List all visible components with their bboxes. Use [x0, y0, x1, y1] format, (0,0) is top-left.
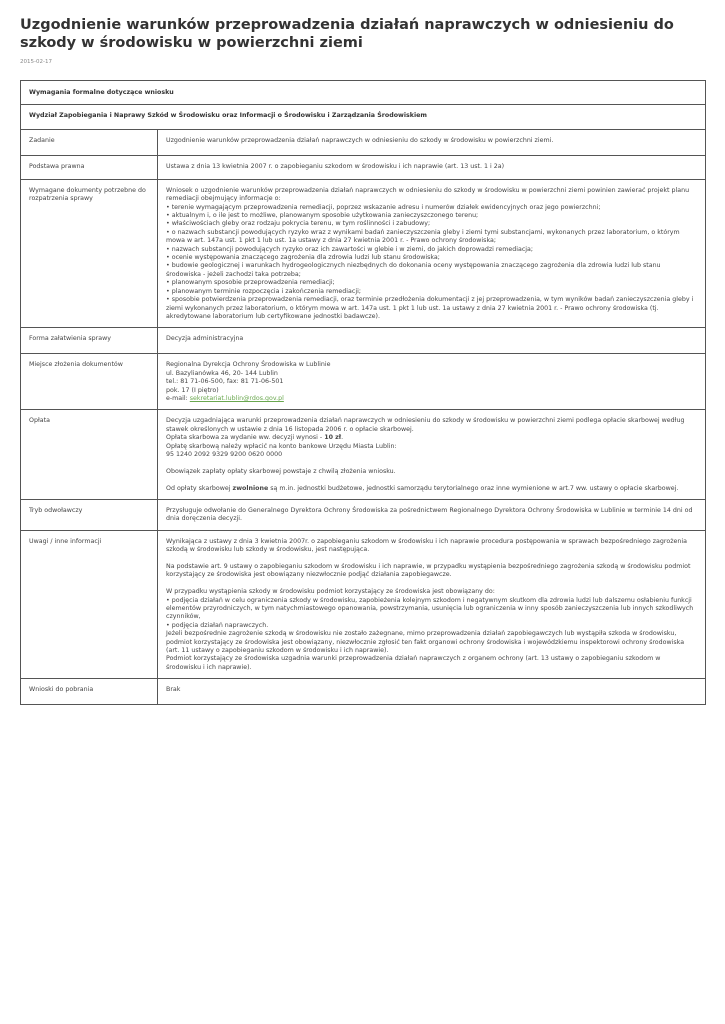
notes-paragraph: Na podstawie art. 9 ustawy o zapobieganiu szkodom w środowisku i ich naprawie, w przypadku wystąpienia bezpośredniego zagrożenia szkodą w środowisku podmiot korzystający ze środowiska jest obowiązany niezwłocznie podjąć działania zapobiegawcze.: [166, 562, 691, 579]
list-item: • planowanym sposobie przeprowadzenia remediacji;: [166, 279, 335, 287]
fee-exemption-post: są m.in. jednostki budżetowe, jednostki samorządu terytorialnego oraz inne wymienione w art.7 ww. ustawy o opłacie skarbowej.: [268, 484, 679, 492]
table-row-podstawa: [21, 155, 706, 179]
table-row-miejsce: [21, 354, 706, 410]
fee-exemption-bold: zwolnione: [232, 484, 269, 492]
row-value: [158, 530, 706, 678]
list-item: • podjęcia działań w celu ograniczenia szkody w środowisku, zapobieżenia kolejnym szkodom i negatywnym skutkom dla zdrowia ludzi lub dalszemu osłabieniu funkcji elementów przyrodniczych, w tym natychmiastowego opanowania, powstrzymania, usunięcia lub ograniczenia w inny sposób zanieczyszczenia lub innych szkodliwych czynników,: [166, 596, 694, 621]
row-value: [158, 410, 706, 500]
row-label: Wnioski do pobrania: [21, 679, 158, 705]
fee-exemption: [166, 485, 697, 493]
list-item: • sposobie potwierdzenia przeprowadzenia remediacji, oraz terminie przedłożenia dokumentacji z jej przeprowadzenia, w tym wyników badań zanieczyszczenia gleby i ziemi wykonanych przez laboratorium, o którym mowa w art. 147a ust. 1 pkt 1 lub ust. 1a ustawy z dnia 27 kwietnia 2001 r. - Prawo ochrony środowiska (tj. akredytowane laboratorium lub certyfikowane jednostki badawcze).: [166, 296, 694, 320]
department-row: [21, 105, 706, 129]
list-item: • nazwach substancji powodujących ryzyko oraz ich zawartości w glebie i w ziemi, do jakich doprowadzi remediacja;: [166, 245, 534, 253]
table-row-uwagi: [21, 530, 706, 678]
department-name: Wydział Zapobiegania i Naprawy Szkód w Środowisku oraz Informacji o Środowisku i Zarządzania Środowiskiem: [21, 105, 706, 129]
row-label: Tryb odwoławczy: [21, 499, 158, 530]
list-item: • o nazwach substancji powodujących ryzyko wraz z wynikami badań zanieczyszczenia gleby i ziemi tymi substancjami, wykonanych przez laboratorium, o którym mowa w art. 147a ust. 1 pkt 1 lub ust. 1a ustawy z dnia 27 kwietnia 2001 r. - Prawo ochrony środowiska;: [166, 228, 680, 245]
row-label: Wymagane dokumenty potrzebne do rozpatrzenia sprawy: [21, 179, 158, 328]
table-header: Wymagania formalne dotyczące wniosku: [21, 81, 706, 105]
address-line: ul. Bazylianówka 46, 20- 144 Lublin: [166, 369, 278, 377]
row-value: Przysługuje odwołanie do Generalnego Dyrektora Ochrony Środowiska za pośrednictwem Regionalnego Dyrektora Ochrony Środowiska w Lublinie w terminie 14 dni od dnia doręczenia decyzji.: [158, 499, 706, 530]
email-line: [166, 395, 697, 403]
fee-amount-dot: .: [341, 434, 344, 442]
email-link[interactable]: sekretariat.lublin@rdos.gov.pl: [189, 394, 284, 402]
table-row-dokumenty: [21, 179, 706, 328]
list-item: • terenie wymagającym przeprowadzenia remediacji, poprzez wskazanie adresu i numerów działek ewidencyjnych oraz jego powierzchni;: [166, 203, 601, 211]
fee-exemption-pre: Od opłaty skarbowej: [166, 484, 233, 492]
row-value: [158, 354, 706, 410]
fee-amount-text: Opłata skarbowa za wydanie ww. decyzji wynosi -: [166, 434, 325, 442]
fee-obligation: Obowiązek zapłaty opłaty skarbowej powstaje z chwilą złożenia wniosku.: [166, 467, 396, 475]
row-label: Zadanie: [21, 129, 158, 155]
table-row-wnioski: [21, 679, 706, 705]
row-value: Decyzja administracyjna: [158, 328, 706, 354]
spacer: [166, 459, 697, 467]
notes-paragraph: Wynikająca z ustawy z dnia 3 kwietnia 2007r. o zapobieganiu szkodom w środowisku i ich naprawie procedura postępowania w sprawach bezpośredniego zagrożenia szkodą w środowisku lub szkody w środowisku, jest następująca.: [166, 537, 687, 554]
list-item: • właściwościach gleby oraz rodzaju pokrycia terenu, w tym roślinności i zabudowy;: [166, 220, 431, 228]
room-line: pok. 17 (I piętro): [166, 386, 219, 394]
fee-amount: [166, 434, 697, 442]
row-value: [158, 179, 706, 328]
row-label: Forma załatwienia sprawy: [21, 328, 158, 354]
row-value: Uzgodnienie warunków przeprowadzenia działań naprawczych w odniesieniu do szkody w środowisku w powierzchni ziemi.: [158, 129, 706, 155]
row-value: Ustawa z dnia 13 kwietnia 2007 r. o zapobieganiu szkodom w środowisku i ich naprawie (art. 13 ust. 1 i 2a): [158, 155, 706, 179]
row-value: Brak: [158, 679, 706, 705]
table-row-oplata: [21, 410, 706, 500]
fee-paragraph: Decyzja uzgadniająca warunki przeprowadzenia działań naprawczych w odniesieniu do szkody w środowisku w powierzchni ziemi podlega opłacie skarbowej według stawek określonych w ustawie z dnia 16 listopada 2006 r. o opłacie skarbowej.: [166, 417, 685, 433]
table-row-zadanie: [21, 129, 706, 155]
list-item: • ocenie występowania znaczącego zagrożenia dla zdrowia ludzi lub stanu środowiska;: [166, 254, 440, 262]
list-item: • planowanym terminie rozpoczęcia i zakończenia remediacji;: [166, 287, 361, 295]
row-label: Podstawa prawna: [21, 155, 158, 179]
page-title: Uzgodnienie warunków przeprowadzenia działań naprawczych w odniesieniu do szkody w środowisku w powierzchni ziemi: [20, 17, 674, 51]
address-line: Regionalna Dyrekcja Ochrony Środowiska w Lublinie: [166, 361, 331, 369]
table-row-tryb: [21, 499, 706, 530]
documents-intro: Wniosek o uzgodnienie warunków przeprowadzenia działań naprawczych w odniesieniu do szkody w środowisku w powierzchni ziemi powinien zawierać projekt planu remediacji obejmujący informacje o:: [166, 186, 690, 203]
fee-amount-value: 10 zł: [324, 434, 342, 442]
row-label: Miejsce złożenia dokumentów: [21, 354, 158, 410]
row-label: Uwagi / inne informacji: [21, 530, 158, 678]
list-item: • budowie geologicznej i warunkach hydrogeologicznych niezbędnych do dokonania oceny występowania znaczącego zagrożenia dla zdrowia ludzi lub stanu środowiska - jeżeli zachodzi taka potrzeba;: [166, 262, 661, 278]
notes-paragraph: Jeżeli bezpośrednie zagrożenie szkodą w środowisku nie zostało zażegnane, mimo przeprowadzenia działań zapobiegawczych lub wystąpiła szkoda w środowisku, podmiot korzystający ze środowiska jest obowiązany, niezwłocznie zgłosić ten fakt organowi ochrony środowiska i wojewódzkiemu inspektorowi ochrony środowiska (art. 11 ustawy o zapobieganiu szkodom w środowisku i ich naprawie).: [166, 630, 685, 655]
requirements-table: [20, 80, 706, 705]
list-item: • podjęcia działań naprawczych.: [166, 621, 269, 629]
notes-paragraph: Podmiot korzystający ze środowiska uzgadnia warunki przeprowadzenia działań naprawczych z organem ochrony (art. 13 ustawy o zapobieganiu szkodom w środowisku i ich naprawie).: [166, 655, 661, 671]
table-row-forma: [21, 328, 706, 354]
fee-account-info: Opłatę skarbową należy wpłacić na konto bankowe Urzędu Miasta Lublin:: [166, 442, 397, 450]
table-header-row: [21, 81, 706, 105]
list-item: • aktualnym i, o ile jest to możliwe, planowanym sposobie użytkowania zanieczyszczonego terenu;: [166, 212, 479, 220]
phone-line: tel.: 81 71-06-500, fax: 81 71-06-501: [166, 378, 284, 386]
publish-date: 2015-02-17: [20, 59, 52, 65]
spacer: [166, 580, 697, 588]
row-label: Opłata: [21, 410, 158, 500]
notes-paragraph: W przypadku wystąpienia szkody w środowisku podmiot korzystający ze środowiska jest obowiązany do:: [166, 588, 495, 596]
spacer: [166, 476, 697, 484]
spacer: [166, 555, 697, 563]
email-prefix: e-mail:: [166, 394, 190, 402]
bank-account-number: 95 1240 2092 9329 9200 0620 0000: [166, 450, 283, 458]
